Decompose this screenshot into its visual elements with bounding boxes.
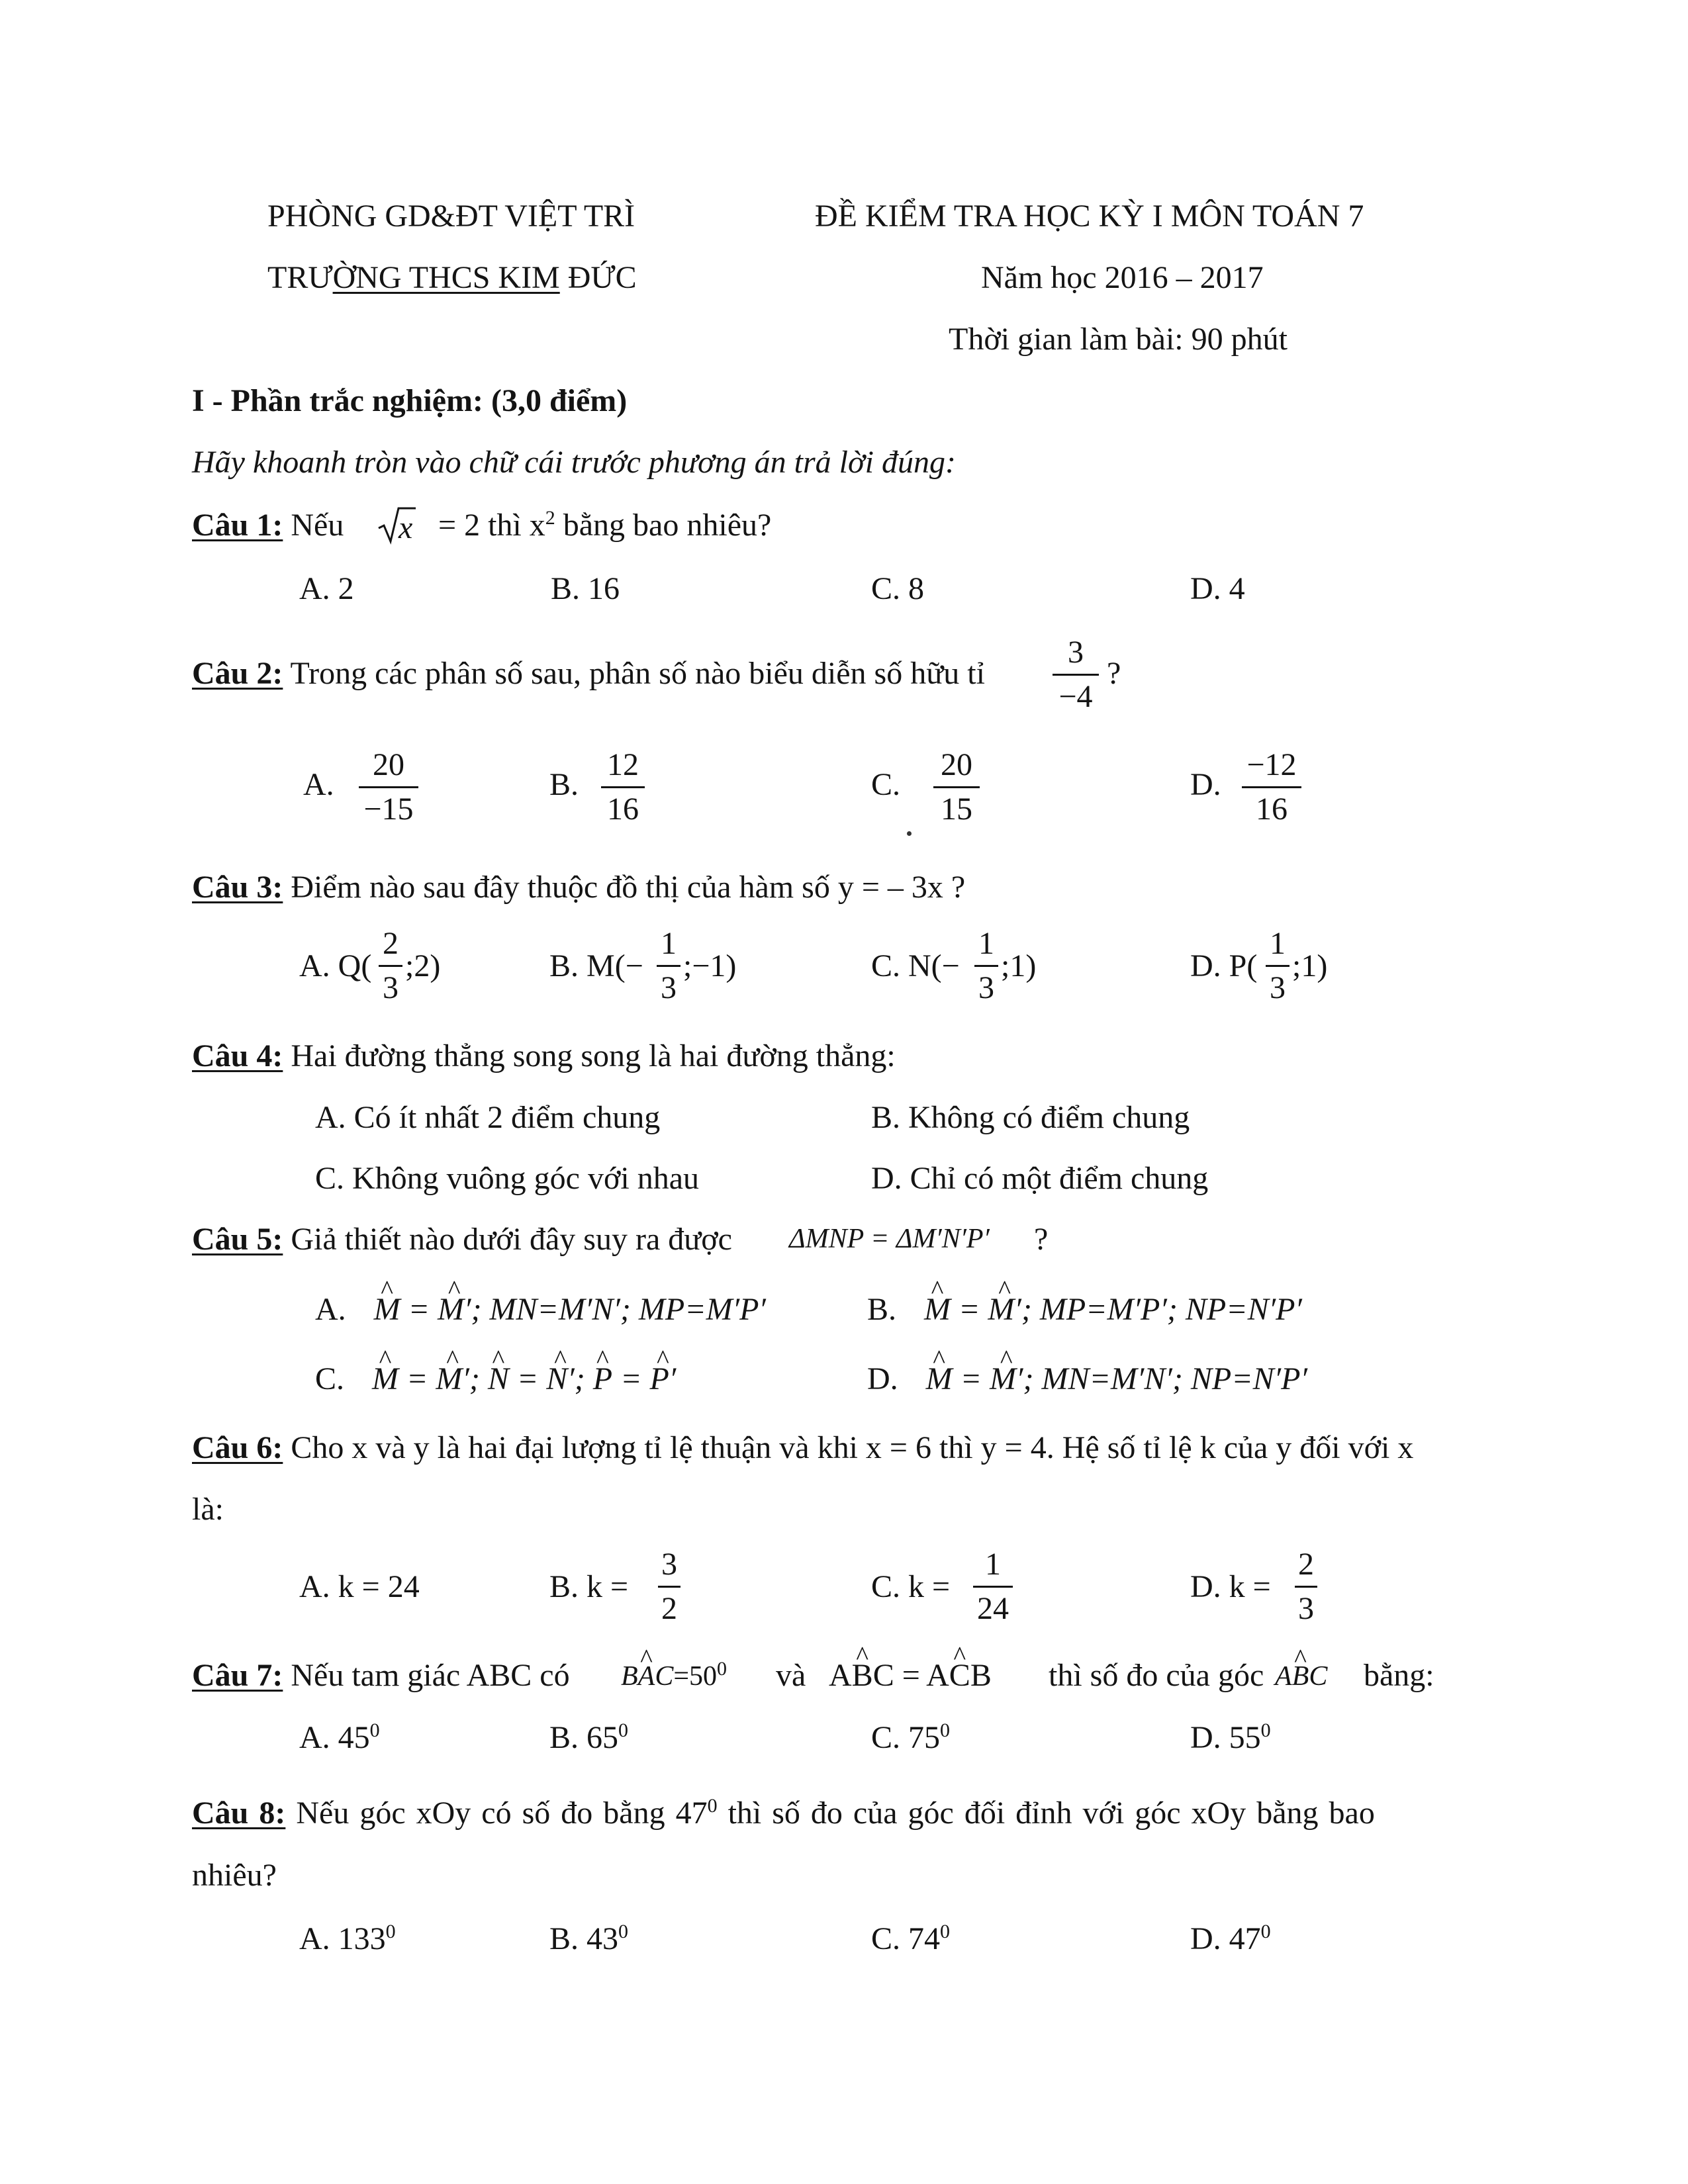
q3-d-post[interactable]: ;1) (1292, 948, 1328, 983)
q5-c-math (372, 1361, 676, 1396)
q2-qmark: ? (1107, 656, 1121, 691)
school-year: Năm học 2016 – 2017 (981, 260, 1264, 295)
q5-option-b[interactable] (867, 1294, 1302, 1326)
q5-c-eq3: = (612, 1361, 650, 1396)
q3-c-sign: − (941, 948, 960, 983)
q1-sup: 2 (545, 507, 555, 529)
section-instruction: Hãy khoanh tròn vào chữ cái trước phương án trả lời đúng: (192, 445, 956, 480)
q5-b-mp: ^ M′ (988, 1294, 1021, 1326)
q3-option-c[interactable] (871, 950, 960, 982)
q2-frac-den: −4 (1058, 679, 1093, 714)
q3-d-num: 1 (1270, 926, 1286, 961)
q8-text-b: thì số đo của góc đối đỉnh với góc xOy bằng bao (717, 1796, 1375, 1831)
q8-b-sup: 0 (618, 1921, 629, 1942)
question-1 (192, 510, 344, 541)
q2-a-num: 20 (373, 747, 404, 782)
q4-label: Câu 4: (192, 1038, 283, 1073)
q3-a-den: 3 (383, 970, 399, 1005)
q5-b-math (924, 1292, 1302, 1327)
question-8 (192, 1797, 1375, 1829)
q5-qmark: ? (1034, 1222, 1049, 1257)
q2-a-den: −15 (363, 792, 414, 827)
q3-c-post[interactable]: ;1) (1001, 948, 1037, 983)
q2-option-c-letter[interactable]: C. (871, 767, 901, 802)
q7-eq-c: C = A (872, 1658, 949, 1693)
q2-c-num: 20 (941, 747, 972, 782)
q5-c-mp: ^ M′ (436, 1363, 469, 1395)
q7-a-val: A. 45 (299, 1720, 370, 1755)
q3-a-frac[interactable] (379, 928, 402, 1004)
q8-option-c[interactable] (871, 1923, 950, 1955)
q5-b-m: ^ M (924, 1294, 951, 1326)
q6-label: Câu 6: (192, 1430, 283, 1465)
q2-option-a-letter[interactable]: A. (303, 767, 334, 802)
q1-label: Câu 1: (192, 508, 283, 543)
q5-c-pp: ^ P′ (649, 1363, 676, 1395)
q6-b-den: 2 (661, 1591, 677, 1626)
q5-c-n: ^ N (488, 1363, 509, 1395)
q7-bac-b: B (621, 1661, 638, 1692)
q8-sup: 0 (707, 1795, 718, 1817)
q5-d-mp: ^ M′ (990, 1363, 1023, 1395)
q8-c-sup: 0 (940, 1921, 951, 1942)
q5-d-m: ^ M (926, 1363, 953, 1395)
question-6 (192, 1432, 1413, 1464)
q3-a-pre: A. Q( (299, 948, 372, 983)
q2-option-b-frac[interactable] (601, 749, 645, 825)
q2-b-den: 16 (607, 792, 639, 827)
q3-c-den: 3 (978, 970, 994, 1005)
q5-c-sep1: ; (469, 1361, 488, 1396)
q6-b-frac[interactable] (658, 1549, 680, 1625)
q4-option-c[interactable]: C. Không vuông góc với nhau (315, 1161, 700, 1196)
q7-angle-abc (1275, 1662, 1327, 1690)
q7-text-a: Nếu tam giác ABC có (283, 1658, 570, 1693)
q4-option-d[interactable]: D. Chỉ có một điểm chung (871, 1161, 1209, 1196)
q7-abc-c: C (1309, 1661, 1328, 1692)
q5-a-mp: ^ M′ (438, 1294, 471, 1326)
question-5 (192, 1224, 732, 1255)
q7-bac-a: ^ A (638, 1662, 655, 1690)
q2-d-den: 16 (1256, 792, 1288, 827)
q5-c-letter: C. (315, 1361, 345, 1396)
q7-equality (829, 1660, 992, 1692)
q2-option-a-frac[interactable] (359, 749, 418, 825)
q5-c-eq2: = (508, 1361, 547, 1396)
q6-option-b[interactable]: B. k = (549, 1569, 629, 1604)
q7-option-d[interactable] (1190, 1719, 1271, 1755)
q5-c-m: ^ M (372, 1363, 399, 1395)
q7-bac-sup: 0 (717, 1658, 727, 1680)
q8-text-2: nhiêu? (192, 1858, 277, 1893)
q6-d-frac[interactable] (1295, 1549, 1317, 1625)
q5-formula: ΔMNP = ΔM′N′P′ (789, 1224, 990, 1254)
q5-b-letter: B. (867, 1292, 897, 1327)
q7-c-sup: 0 (940, 1719, 951, 1741)
q6-text-2: là: (192, 1492, 224, 1527)
q7-angle-bac (621, 1658, 727, 1692)
time-limit: Thời gian làm bài: 90 phút (949, 322, 1288, 357)
q3-c-num: 1 (978, 926, 994, 961)
q3-option-b[interactable] (549, 950, 643, 982)
q2-option-d-letter[interactable]: D. (1190, 767, 1221, 802)
q2-frac-num: 3 (1068, 635, 1084, 670)
q5-d-rest: ; MN=M′N′; NP=N′P′ (1023, 1361, 1307, 1396)
q2-option-c-frac[interactable] (933, 749, 980, 825)
q5-c-sep2: ; (574, 1361, 593, 1396)
q8-a-val: A. 133 (299, 1921, 386, 1956)
q6-option-d[interactable]: D. k = (1190, 1569, 1271, 1604)
q6-option-a[interactable]: A. k = 24 (299, 1569, 420, 1604)
q7-c-val: C. 75 (871, 1720, 941, 1755)
q5-d-eq: = (952, 1361, 990, 1396)
q7-text-c: bằng: (1364, 1658, 1434, 1693)
q2-c-den: 15 (941, 792, 972, 827)
question-7 (192, 1660, 570, 1692)
q5-label: Câu 5: (192, 1222, 283, 1257)
q3-b-pre: B. M( (549, 948, 626, 983)
q7-option-b[interactable] (549, 1719, 629, 1755)
q2-fraction (1053, 637, 1099, 713)
q7-and: và (776, 1658, 806, 1693)
question-4 (192, 1040, 896, 1072)
q8-option-d[interactable] (1190, 1923, 1271, 1955)
q5-option-c[interactable] (315, 1363, 676, 1395)
q5-a-rest: ; MN=M′N′; MP=M′P′ (471, 1292, 766, 1327)
q8-a-sup: 0 (385, 1921, 396, 1942)
q6-d-num: 2 (1298, 1547, 1314, 1582)
q2-d-num: −12 (1246, 747, 1297, 782)
q5-a-eq: = (400, 1292, 438, 1327)
q4-option-a[interactable]: A. Có ít nhất 2 điểm chung (315, 1100, 661, 1135)
q7-label: Câu 7: (192, 1658, 283, 1693)
q5-option-d[interactable] (867, 1363, 1307, 1395)
q5-b-eq: = (951, 1292, 988, 1327)
q6-c-den: 24 (977, 1591, 1009, 1626)
school-department: PHÒNG GD&ĐT VIỆT TRÌ (267, 199, 635, 234)
q2-option-d-frac[interactable] (1242, 749, 1301, 825)
q7-eq-a: A (829, 1658, 852, 1693)
q4-option-b[interactable]: B. Không có điểm chung (871, 1100, 1190, 1135)
q3-b-post[interactable]: ;−1) (683, 948, 737, 983)
q7-d-val: D. 55 (1190, 1720, 1261, 1755)
q3-b-frac[interactable] (657, 928, 680, 1004)
question-2 (192, 658, 985, 690)
q7-b-sup: 0 (618, 1719, 629, 1741)
q1-text-c: bằng bao nhiêu? (555, 508, 772, 543)
q5-a-math (374, 1292, 766, 1327)
q3-b-num: 1 (661, 926, 677, 961)
q7-text-b: thì số đo của góc (1049, 1658, 1264, 1693)
school-name-part2: ỜNG THCS KIM (332, 260, 560, 295)
q7-abc-a: A (1275, 1661, 1292, 1692)
q1-option-b[interactable]: B. 16 (551, 571, 620, 606)
question-3 (192, 872, 965, 903)
q5-d-letter: D. (867, 1361, 898, 1396)
q8-d-val: D. 47 (1190, 1921, 1261, 1956)
q8-option-a[interactable] (299, 1923, 396, 1955)
section-title: I - Phần trắc nghiệm: (3,0 điểm) (192, 383, 628, 418)
q8-text: Nếu góc xOy có số đo bằng 47 (285, 1796, 708, 1831)
q5-text: Giả thiết nào dưới đây suy ra được (283, 1222, 732, 1257)
q2-option-b-letter[interactable]: B. (549, 767, 579, 802)
q5-c-p: ^ P (593, 1363, 612, 1395)
q5-a-letter: A. (315, 1292, 346, 1327)
q6-c-num: 1 (985, 1547, 1001, 1582)
q7-eq-b2: B (970, 1658, 992, 1693)
q1-option-c[interactable]: C. 8 (871, 571, 925, 606)
q7-a-sup: 0 (369, 1719, 380, 1741)
q8-option-b[interactable] (549, 1923, 628, 1955)
q8-c-val: C. 74 (871, 1921, 941, 1956)
q4-text: Hai đường thẳng song song là hai đường thẳng: (283, 1038, 896, 1073)
q3-d-den: 3 (1270, 970, 1286, 1005)
q5-a-m: ^ M (374, 1294, 400, 1326)
school-name-part1: TRƯ (267, 260, 333, 295)
q3-text: Điểm nào sau đây thuộc đồ thị của hàm số y = – 3x ? (283, 870, 966, 905)
q2-text: Trong các phân số sau, phân số nào biểu diễn số hữu tỉ (283, 656, 985, 691)
q1-text-b-main: = 2 thì x (438, 508, 545, 543)
q7-eq-c2: ^ C (949, 1660, 970, 1692)
q5-c-np: ^ N′ (546, 1363, 575, 1395)
q8-b-val: B. 43 (549, 1921, 619, 1956)
q7-b-val: B. 65 (549, 1720, 619, 1755)
q3-a-post[interactable]: ;2) (405, 948, 441, 983)
q7-d-sup: 0 (1260, 1719, 1271, 1741)
q3-option-a[interactable] (299, 950, 371, 982)
q5-c-eq1: = (399, 1361, 436, 1396)
exam-title: ĐỀ KIỂM TRA HỌC KỲ I MÔN TOÁN 7 (815, 199, 1364, 234)
q5-b-rest: ; MP=M′P′; NP=N′P′ (1021, 1292, 1302, 1327)
q1-text-b (438, 507, 772, 543)
q7-option-c[interactable] (871, 1719, 951, 1755)
q3-option-d[interactable] (1190, 950, 1257, 982)
q3-a-num: 2 (383, 926, 399, 961)
q2-b-num: 12 (607, 747, 639, 782)
q1-sqrt-var: x (399, 510, 413, 545)
q6-option-c[interactable]: C. k = (871, 1569, 951, 1604)
q7-option-a[interactable] (299, 1719, 380, 1755)
q3-b-den: 3 (661, 970, 677, 1005)
q7-eq-b: ^ B (852, 1660, 873, 1692)
q3-c-pre: C. N( (871, 948, 942, 983)
q5-option-a[interactable] (315, 1294, 766, 1326)
q5-d-math (926, 1361, 1307, 1396)
q7-bac-c: C (655, 1661, 674, 1692)
school-name-part3: ĐỨC (559, 260, 637, 295)
q8-label: Câu 8: (192, 1796, 286, 1831)
q1-option-a[interactable]: A. 2 (299, 571, 354, 606)
q6-c-frac[interactable] (973, 1549, 1013, 1625)
q6-d-den: 3 (1298, 1591, 1314, 1626)
q1-option-d[interactable]: D. 4 (1190, 571, 1245, 606)
q3-d-frac[interactable] (1266, 928, 1289, 1004)
q3-d-pre: D. P( (1190, 948, 1258, 983)
q3-b-sign: − (625, 948, 643, 983)
q2-label: Câu 2: (192, 656, 283, 691)
q3-c-frac[interactable] (974, 928, 998, 1004)
q6-b-num: 3 (661, 1547, 677, 1582)
q6-text: Cho x và y là hai đại lượng tỉ lệ thuận và khi x = 6 thì y = 4. Hệ số tỉ lệ k của y đối với x (283, 1430, 1414, 1465)
q8-d-sup: 0 (1260, 1921, 1271, 1942)
q7-bac-val: =50 (673, 1661, 718, 1692)
school-name (267, 262, 637, 294)
q3-label: Câu 3: (192, 870, 283, 905)
stray-dot (907, 831, 912, 836)
q7-abc-b: ^ B (1292, 1662, 1309, 1690)
q1-text-a: Nếu (283, 508, 344, 543)
